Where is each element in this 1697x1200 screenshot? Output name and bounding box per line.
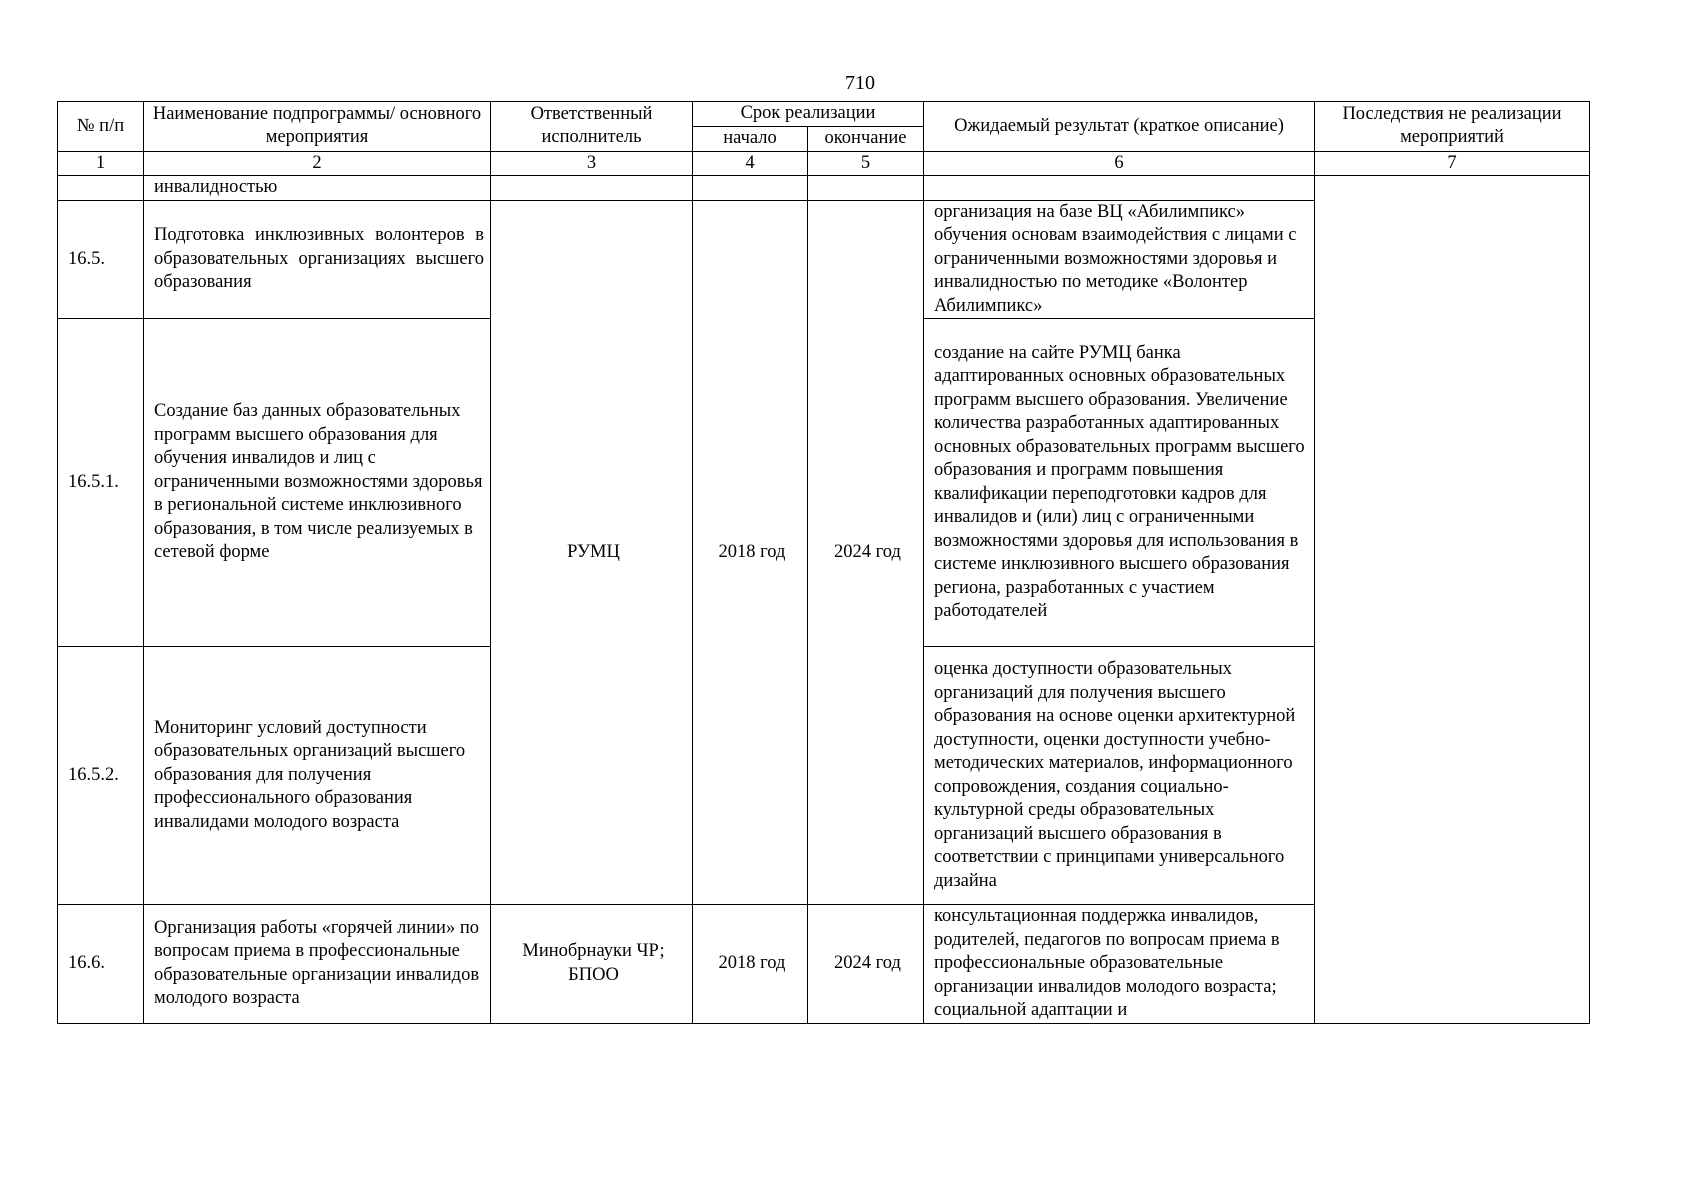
row-name: инвалидностью (144, 176, 491, 201)
row-num: 16.6. (58, 905, 144, 1024)
header-row (58, 102, 1590, 127)
row-responsible (491, 176, 693, 201)
row-name: Организация работы «горячей линии» по вопросам приема в профессиональные образовательные организации инвалидов молодого возраста (144, 905, 491, 1024)
header-result: Ожидаемый результат (краткое описание) (924, 102, 1315, 152)
header-responsible: Ответственный исполнитель (491, 102, 693, 152)
row-result: организация на базе ВЦ «Абилимпикс» обучения основам взаимодействия с лицами с ограниченными возможностями здоровья и инвалидностью по методике «Волонтер Абилимпикс» (924, 200, 1315, 319)
row-name: Мониторинг условий доступности образовательных организаций высшего образования для получения профессионального образования инвалидами молодого возраста (144, 647, 491, 905)
row-num (58, 176, 144, 201)
header-num: № п/п (58, 102, 144, 152)
row-name: Создание баз данных образовательных программ высшего образования для обучения инвалидов и лиц с ограниченными возможностями здоровья в региональной системе инклюзивного образования, в том числе реализуемых в сетевой форме (144, 319, 491, 647)
table-row (58, 176, 1590, 201)
header-term: Срок реализации (693, 102, 924, 127)
row-start: 2018 год (693, 200, 808, 905)
row-result: создание на сайте РУМЦ банка адаптированных основных образовательных программ высшего образования. Увеличение количества разработанных адаптированных основных образовательных программ высшего образования и программ повышения квалификации переподготовки кадров для инвалидов и (или) лиц с ограниченными возможностями здоровья для использования в системе инклюзивного высшего образования региона, разработанных с участием работодателей (924, 319, 1315, 647)
row-responsible: РУМЦ (491, 200, 693, 905)
row-num: 16.5.1. (58, 319, 144, 647)
column-number: 1 (58, 151, 144, 176)
row-end: 2024 год (808, 905, 924, 1024)
row-num: 16.5.2. (58, 647, 144, 905)
row-end: 2024 год (808, 200, 924, 905)
column-number-row (58, 151, 1590, 176)
header-start: начало (693, 127, 808, 152)
row-result (924, 176, 1315, 201)
header-name: Наименование подпрограммы/ основного мероприятия (144, 102, 491, 152)
row-consequences (1315, 176, 1590, 1024)
row-end (808, 176, 924, 201)
row-num: 16.5. (58, 200, 144, 319)
header-end: окончание (808, 127, 924, 152)
row-name: Подготовка инклюзивных волонтеров в образовательных организациях высшего образования (144, 200, 491, 319)
column-number: 7 (1315, 151, 1590, 176)
column-number: 2 (144, 151, 491, 176)
header-consequences: Последствия не реализации мероприятий (1315, 102, 1590, 152)
column-number: 5 (808, 151, 924, 176)
page-number: 710 (845, 72, 875, 94)
column-number: 3 (491, 151, 693, 176)
column-number: 6 (924, 151, 1315, 176)
row-responsible: Минобрнауки ЧР; БПОО (491, 905, 693, 1024)
row-start (693, 176, 808, 201)
column-number: 4 (693, 151, 808, 176)
row-result: оценка доступности образовательных организаций для получения высшего образования на основе оценки архитектурной доступности, оценки доступности учебно-методических материалов, информационного сопровождения, создания социально-культурной среды образовательных организаций высшего образования в соответствии с принципами универсального дизайна (924, 647, 1315, 905)
program-table (57, 101, 1590, 1024)
row-start: 2018 год (693, 905, 808, 1024)
row-result: консультационная поддержка инвалидов, родителей, педагогов по вопросам приема в профессиональные образовательные организации инвалидов молодого возраста; социальной адаптации и (924, 905, 1315, 1024)
